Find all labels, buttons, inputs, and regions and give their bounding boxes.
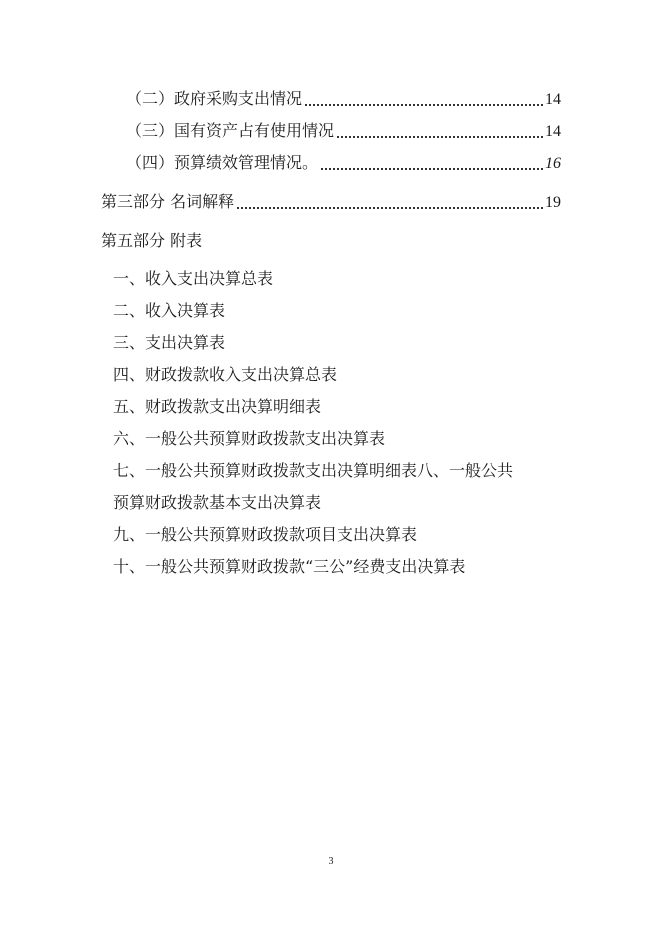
toc-entry-procurement[interactable]	[126, 89, 561, 110]
toc-entry-performance[interactable]	[126, 153, 561, 174]
appendix-item-9[interactable]: 九、一般公共预算财政拨款项目支出决算表	[113, 525, 418, 544]
appendix-item-5[interactable]: 五、财政拨款支出决算明细表	[113, 397, 322, 416]
toc-entry-page: 16	[545, 155, 561, 172]
toc-entry-state-assets[interactable]	[126, 121, 561, 142]
appendix-item-7-continued[interactable]: 预算财政拨款基本支出决算表	[113, 493, 322, 512]
toc-entry-label: （二）政府采购支出情况	[126, 89, 303, 108]
appendix-item-4[interactable]: 四、财政拨款收入支出决算总表	[113, 365, 338, 384]
toc-entry-label: 第三部分 名词解释	[101, 192, 235, 211]
toc-entry-label: （三）国有资产占有使用情况	[126, 121, 335, 140]
appendix-item-2[interactable]: 二、收入决算表	[113, 301, 226, 320]
toc-entry-part3[interactable]	[101, 192, 561, 213]
appendix-item-6[interactable]: 六、一般公共预算财政拨款支出决算表	[113, 429, 386, 448]
appendix-item-10[interactable]: 十、一般公共预算财政拨款“三公”经费支出决算表	[113, 557, 466, 576]
page-number: 3	[328, 856, 334, 867]
toc-leader-dots	[237, 207, 543, 209]
appendix-item-1[interactable]: 一、收入支出决算总表	[113, 269, 274, 288]
appendix-item-3[interactable]: 三、支出决算表	[113, 333, 226, 352]
toc-heading-part5[interactable]: 第五部分 附表	[101, 231, 203, 250]
toc-entry-page: 14	[545, 123, 561, 140]
toc-entry-page: 14	[545, 91, 561, 108]
appendix-item-7[interactable]: 七、一般公共预算财政拨款支出决算明细表八、一般公共	[113, 461, 514, 480]
toc-entry-page: 19	[545, 194, 561, 211]
toc-leader-dots	[337, 136, 543, 138]
toc-leader-dots	[321, 168, 543, 170]
toc-leader-dots	[305, 104, 543, 106]
toc-entry-label: （四）预算绩效管理情况。	[126, 153, 319, 172]
